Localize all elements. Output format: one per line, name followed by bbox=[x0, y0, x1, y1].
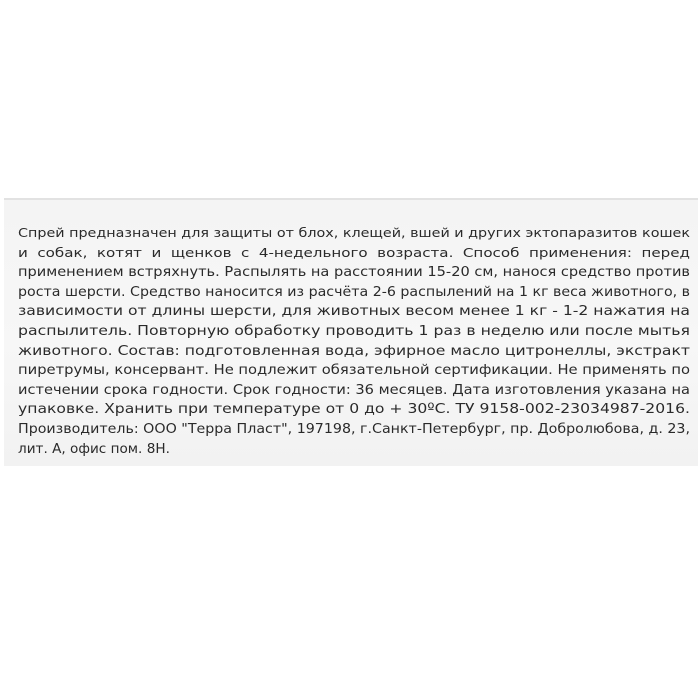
label-line: животного. Состав: подготовленная вода, эфирное масло цитронеллы, экстракт bbox=[18, 342, 691, 359]
label-line: и собак, котят и щенков с 4-недельного возраста. Способ применения: перед bbox=[18, 245, 690, 261]
label-line: лит. А, офис пом. 8Н. bbox=[18, 440, 170, 457]
label-text-block bbox=[18, 224, 698, 459]
label-line: роста шерсти. Средство наносится из расчёта 2-6 распылений на 1 кг веса животного, в bbox=[18, 283, 691, 300]
label-line: упаковке. Хранить при температуре от 0 до + 30ºС. ТУ 9158-002-23034987-2016. bbox=[18, 401, 690, 418]
label-line: Спрей предназначен для защиты от блох, клещей, вшей и других эктопаразитов кошек bbox=[18, 226, 691, 241]
label-line: истечении срока годности. Срок годности: 36 месяцев. Дата изготовления указана на bbox=[18, 381, 690, 398]
label-line: зависимости от длины шерсти, для животных весом менее 1 кг - 1-2 нажатия на bbox=[18, 303, 691, 320]
label-line: Производитель: ООО "Терра Пласт", 197198, г.Санкт-Петербург, пр. Добролюбова, д. 23, bbox=[18, 420, 690, 437]
label-line: распылитель. Повторную обработку проводить 1 раз в неделю или после мытья bbox=[18, 322, 691, 339]
label-line: применением встряхнуть. Распылять на расстоянии 15-20 см, нанося средство против bbox=[18, 264, 691, 281]
label-line: пиретрумы, консервант. Не подлежит обязательной сертификации. Не применять по bbox=[18, 362, 691, 379]
